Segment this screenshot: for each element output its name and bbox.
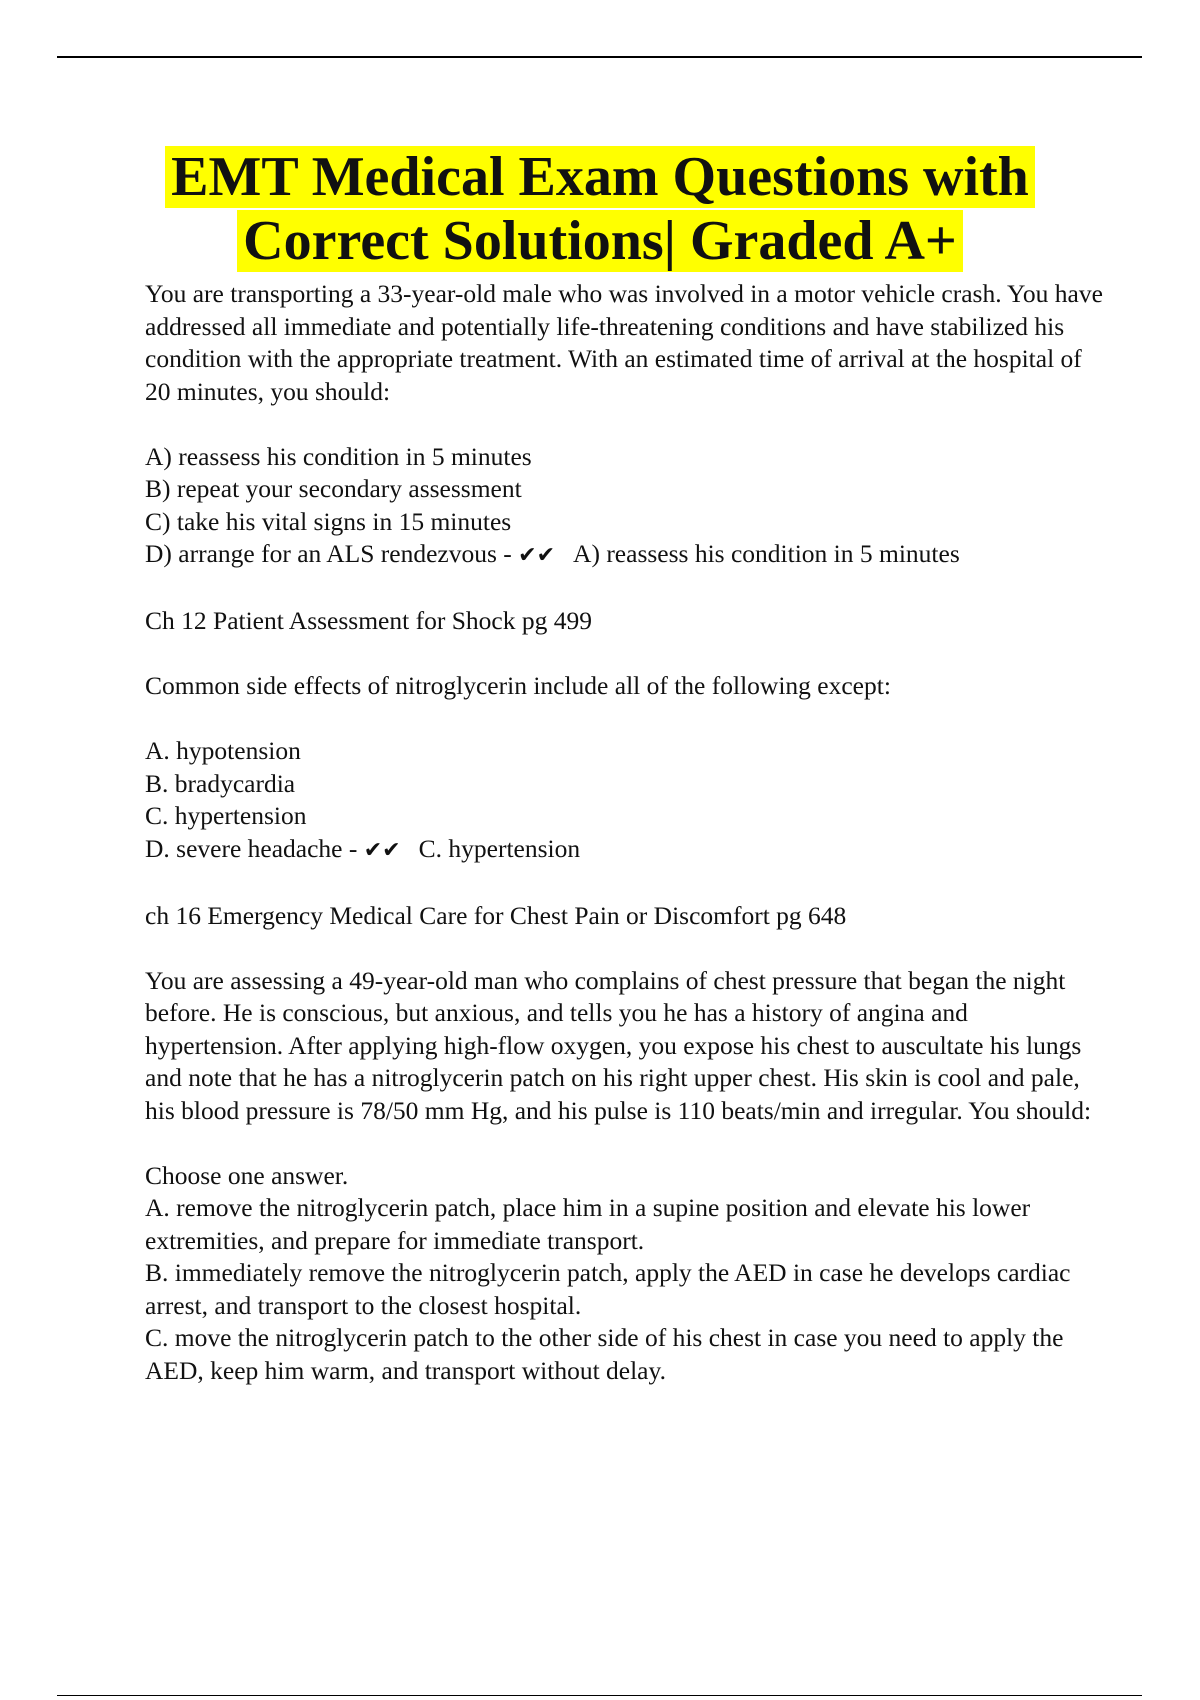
- top-rule: [57, 56, 1142, 58]
- question-1-option-a: A) reassess his condition in 5 minutes: [145, 441, 532, 471]
- question-1-option-b: B) repeat your secondary assessment: [145, 474, 522, 503]
- question-3-option-a: A. remove the nitroglycerin patch, place him in a supine position and elevate his lower extremities, and prepare for immediate transport.: [145, 1193, 1031, 1255]
- question-2-stem: Common side effects of nitroglycerin include all of the following except:: [145, 671, 891, 700]
- question-2-option-b: B. bradycardia: [145, 768, 296, 798]
- question-3-prompt: Choose one answer.: [145, 1160, 349, 1190]
- question-2-option-a: A. hypotension: [145, 736, 301, 765]
- title-line-2: Correct Solutions| Graded A+: [237, 210, 963, 272]
- question-1-option-d: D) arrange for an ALS rendezvous -: [145, 539, 512, 568]
- checkmark-icon: ✔✔: [363, 837, 401, 863]
- document-title: [0, 145, 1200, 273]
- question-1-reference: Ch 12 Patient Assessment for Shock pg 499: [145, 606, 592, 635]
- question-2-reference: ch 16 Emergency Medical Care for Chest Pain or Discomfort pg 648: [145, 900, 847, 930]
- title-line-1: EMT Medical Exam Questions with: [165, 146, 1035, 208]
- question-1-option-d-line: [145, 538, 1105, 573]
- question-1-option-c: C) take his vital signs in 15 minutes: [145, 506, 512, 536]
- question-2-option-d-line: [145, 833, 1105, 868]
- bottom-rule: [57, 1695, 1142, 1696]
- document-body: [145, 278, 1105, 1387]
- question-1-stem: You are transporting a 33-year-old male who was involved in a motor vehicle crash. You have addressed all immediate and potentially life-threatening conditions and have stabilized his condition with the appropriate treatment. With an estimated time of arrival at the hospital of 20 minutes, you should:: [145, 279, 1103, 406]
- question-1-answer: A) reassess his condition in 5 minutes: [573, 539, 960, 568]
- question-2-option-d: D. severe headache -: [145, 833, 358, 863]
- question-2-answer: C. hypertension: [418, 833, 581, 863]
- question-3-stem: You are assessing a 49-year-old man who complains of chest pressure that began the night before. He is conscious, but anxious, and tells you he has a history of angina and hypertension. After applying high-flow oxygen, you expose his chest to auscultate his lungs and note that he has a nitroglycerin patch on his right upper chest. His skin is cool and pale, his blood pressure is 78/50 mm Hg, and his pulse is 110 beats/min and irregular. You should:: [145, 965, 1092, 1125]
- question-3-option-c: C. move the nitroglycerin patch to the other side of his chest in case you need to apply the AED, keep him warm, and transport without delay.: [145, 1323, 1064, 1385]
- question-2-option-c: C. hypertension: [145, 801, 307, 830]
- checkmark-icon: ✔✔: [518, 543, 556, 568]
- question-3-option-b: B. immediately remove the nitroglycerin patch, apply the AED in case he develops cardiac arrest, and transport to the closest hospital.: [145, 1258, 1071, 1320]
